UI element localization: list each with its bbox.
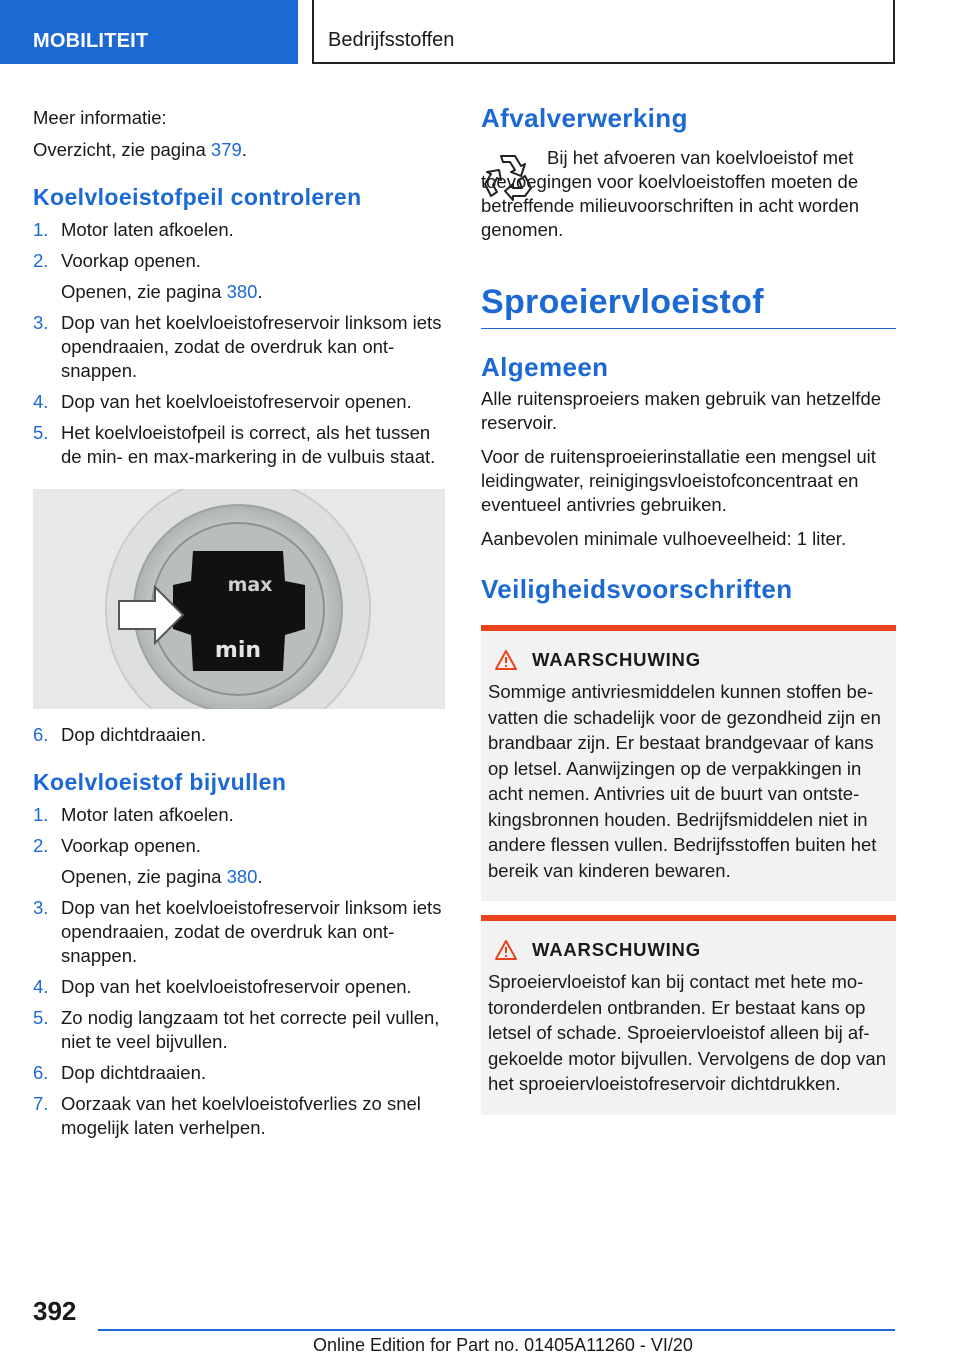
warning-text-1: Sommige antivriesmiddelen kunnen stoffen bevatten die schadelijk voor de gezondheid zijn en brandbaar zijn. Er bestaat brandgevaar of kans op letsel. Aanwijzingen op de verpakkingen in acht nemen. Antivries uit de buurt van ontstekingsbronnen houden. Bedrijfsmiddelen niet in andere flessen vullen. Bedrijfsstoffen buiten het bereik van kinderen bewaren.: [488, 681, 881, 881]
overview-reference: Overzicht, zie pagina 379.: [33, 139, 247, 160]
list-item: 2. Voorkap openen. Openen, zie pagina 380.: [33, 250, 263, 302]
min-mark-label: min: [214, 638, 262, 663]
warning-box-2: [481, 915, 896, 1115]
fill-coolant-heading: Koelvloeistof bijvullen: [33, 769, 287, 795]
right-column: [481, 96, 896, 1115]
footer-divider: [98, 1329, 895, 1331]
general-paragraph-2: Voor de ruitensproeierinstallatie een mengsel uit leidingwater, reinigingsvloeistofconcentraat en eventueel antivries gebruiken.: [481, 446, 876, 515]
list-item: 5. Zo nodig langzaam tot het correcte peil vullen, niet te veel bijvullen.: [33, 1007, 440, 1052]
max-mark-label: max: [227, 574, 273, 596]
check-step-6: [33, 723, 445, 747]
washer-fluid-heading: Sproeiervloeistof: [481, 282, 896, 329]
check-steps-list: [33, 218, 445, 469]
section-tab: MOBILITEIT: [0, 0, 298, 64]
list-item: 2. Voorkap openen. Openen, zie pagina 380.: [33, 835, 263, 887]
list-item: 6. Dop dichtdraaien.: [33, 1062, 207, 1083]
chapter-title: Bedrijfsstoffen: [312, 0, 895, 64]
warning-title-2: WAARSCHUWING: [488, 939, 889, 961]
list-item: 4. Dop van het koelvloeistofreservoir openen.: [33, 391, 412, 412]
list-item: 4. Dop van het koelvloeistofreservoir openen.: [33, 976, 412, 997]
list-item: 6. Dop dichtdraaien.: [33, 724, 207, 745]
coolant-level-photo: [33, 489, 445, 709]
edition-text: Online Edition for Part no. 01405A11260 - VI/20: [313, 1335, 693, 1355]
left-column: [33, 96, 445, 1147]
check-coolant-heading: Koelvloeistofpeil controleren: [33, 184, 362, 210]
open-hood-page-link[interactable]: 380: [226, 281, 258, 302]
fill-steps-list: [33, 803, 445, 1140]
page-number: 392: [33, 1296, 77, 1326]
more-info-label: Meer informatie:: [33, 107, 167, 128]
list-item: 1. Motor laten afkoelen.: [33, 804, 234, 825]
list-item: 5. Het koelvloeistofpeil is correct, als het tussen de min- en max-markering in de vulbuis staat.: [33, 422, 436, 467]
warning-title-1: WAARSCHUWING: [488, 649, 889, 671]
safety-heading: Veiligheidsvoorschriften: [481, 574, 793, 604]
general-heading: Algemeen: [481, 352, 609, 382]
disposal-heading: Afvalverwerking: [481, 103, 688, 133]
warning-triangle-icon: [494, 649, 518, 671]
general-paragraph-3: Aanbevolen minimale vulhoeveelheid: 1 liter.: [481, 528, 847, 549]
list-item: 7. Oorzaak van het koelvloeistofverlies zo snel mogelijk laten verhelpen.: [33, 1093, 421, 1138]
list-item: 1. Motor laten afkoelen.: [33, 219, 234, 240]
disposal-block: [481, 146, 896, 242]
list-item: 3. Dop van het koelvloeistofreservoir linksom iets opendraaien, zodat de overdruk kan ontsnappen.: [33, 897, 442, 966]
warning-box-1: [481, 625, 896, 901]
list-item: 3. Dop van het koelvloeistofreservoir linksom iets opendraaien, zodat de overdruk kan ontsnappen.: [33, 312, 442, 381]
warning-text-2: Sproeiervloeistof kan bij contact met hete motoronderdelen ontbranden. Er bestaat kans op letsel of schade. Sproeiervloeistof alleen bij afgekoelde motor bijvullen. Vervolgens de dop van het sproeiervloeistofreservoir dichtdrukken.: [488, 971, 887, 1094]
general-paragraph-1: Alle ruitensproeiers maken gebruik van hetzelfde reservoir.: [481, 388, 882, 433]
open-hood-page-link-2[interactable]: 380: [226, 866, 258, 887]
recycle-icon: [481, 150, 535, 204]
warning-triangle-icon: [494, 939, 518, 961]
overview-text: Overzicht, zie pagina: [33, 139, 211, 160]
disposal-text: Bij het afvoeren van koelvloeistof met toevoegingen voor koelvloeistoffen moeten de betreffende milieuvoorschriften in acht worden genomen.: [481, 147, 860, 240]
overview-page-link[interactable]: 379: [210, 139, 242, 160]
